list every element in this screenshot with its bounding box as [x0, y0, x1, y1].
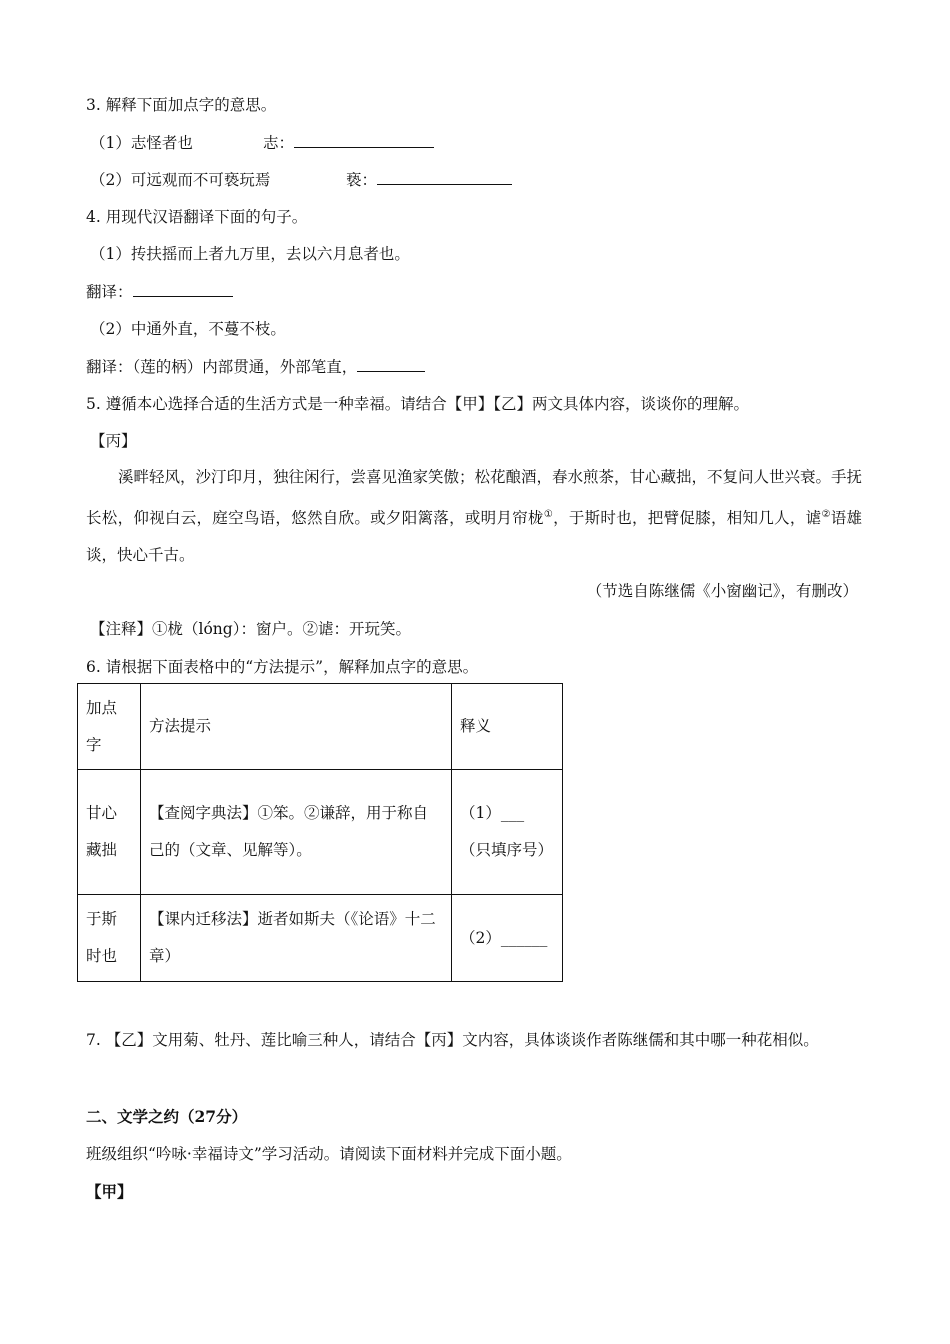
- q4-item2-translation: [86, 355, 425, 377]
- section2-jia: 【甲】: [86, 1182, 133, 1201]
- q4-item2: （2）中通外直，不蔓不枝。: [90, 320, 286, 338]
- q4-item2-translate-label: 翻译：（莲的柄）内部贯通，外部笔直，: [86, 358, 358, 376]
- q3-item1-blank[interactable]: [294, 133, 434, 148]
- table-header-meaning: 释义: [452, 684, 563, 770]
- q4-item1-blank[interactable]: [133, 282, 233, 297]
- q4-item1-translation: [86, 280, 233, 302]
- table-cell-answer[interactable]: （1）___（只填序号）: [452, 770, 563, 895]
- table-cell-answer[interactable]: （2）______: [452, 895, 563, 982]
- bing-passage: [86, 459, 862, 574]
- table-row: [78, 770, 563, 895]
- bing-source: （节选自陈继儒《小窗幽记》，有删改）: [586, 582, 858, 600]
- bing-notes: 【注释】①栊（lóng）：窗户。②谑：开玩笑。: [90, 620, 411, 638]
- table-row: [78, 895, 563, 982]
- q3-item1: [90, 131, 193, 153]
- bing-passage-part1: 溪畔轻风，沙汀印月，独往闲行，尝喜见渔家笑傲；松花酿酒，春水煎茶，甘心藏拙，不复问人世兴衰。手抚长松，仰视白云，庭空鸟语，悠然自欣。或夕阳篱落，或明月帘栊: [86, 468, 863, 528]
- q4-item1: （1）抟扶摇而上者九万里，去以六月息者也。: [90, 245, 410, 263]
- table-header-word: 加点字: [78, 684, 141, 770]
- table-cell-word: 甘心藏拙: [78, 770, 141, 895]
- q3-item2-blank[interactable]: [377, 170, 512, 185]
- q4-title: 4. 用现代汉语翻译下面的句子。: [86, 208, 308, 226]
- bing-passage-part2: ，于斯时也，把臂促膝，相知几人，谑: [553, 509, 822, 528]
- table-header-method: 方法提示: [141, 684, 452, 770]
- q3-item2-answer: [346, 168, 512, 190]
- q4-item2-blank[interactable]: [357, 357, 425, 372]
- q3-item1-answer: [263, 131, 434, 153]
- table-cell-method: 【课内迁移法】逝者如斯夫（《论语》十二章）: [141, 895, 452, 982]
- q6-table: [77, 683, 563, 982]
- q4-item1-translate-label: 翻译：: [86, 283, 133, 301]
- q3-item2-label: 亵：: [346, 171, 378, 189]
- note-mark-1: ①: [543, 509, 554, 520]
- q3-item1-label: 志：: [263, 134, 295, 152]
- table-cell-method: 【查阅字典法】①笨。②谦辞，用于称自己的（文章、见解等）。: [141, 770, 452, 895]
- q5-title: 5. 遵循本心选择合适的生活方式是一种幸福。请结合【甲】【乙】两文具体内容，谈谈你的理解。: [86, 395, 749, 413]
- q7-title: 7. 【乙】文用菊、牡丹、莲比喻三种人，请结合【丙】文内容，具体谈谈作者陈继儒和其中哪一种花相似。: [86, 1031, 819, 1049]
- q3-item2: [90, 168, 270, 190]
- bing-passage-part3: 语雄谈，快心千古。: [86, 509, 863, 565]
- section2-intro: 班级组织“吟咏·幸福诗文”学习活动。请阅读下面材料并完成下面小题。: [86, 1145, 572, 1163]
- table-cell-word: 于斯时也: [78, 895, 141, 982]
- section2-heading: 二、文学之约（27分）: [86, 1107, 248, 1126]
- bing-heading: 【丙】: [90, 432, 137, 450]
- table-header-row: [78, 684, 563, 770]
- q3-item1-text: （1）志怪者也: [90, 134, 193, 152]
- q3-title: 3. 解释下面加点字的意思。: [86, 96, 277, 114]
- q3-item2-text: （2）可远观而不可亵玩焉: [90, 171, 271, 189]
- note-mark-2: ②: [821, 509, 831, 520]
- q6-title: 6. 请根据下面表格中的“方法提示”，解释加点字的意思。: [86, 658, 479, 676]
